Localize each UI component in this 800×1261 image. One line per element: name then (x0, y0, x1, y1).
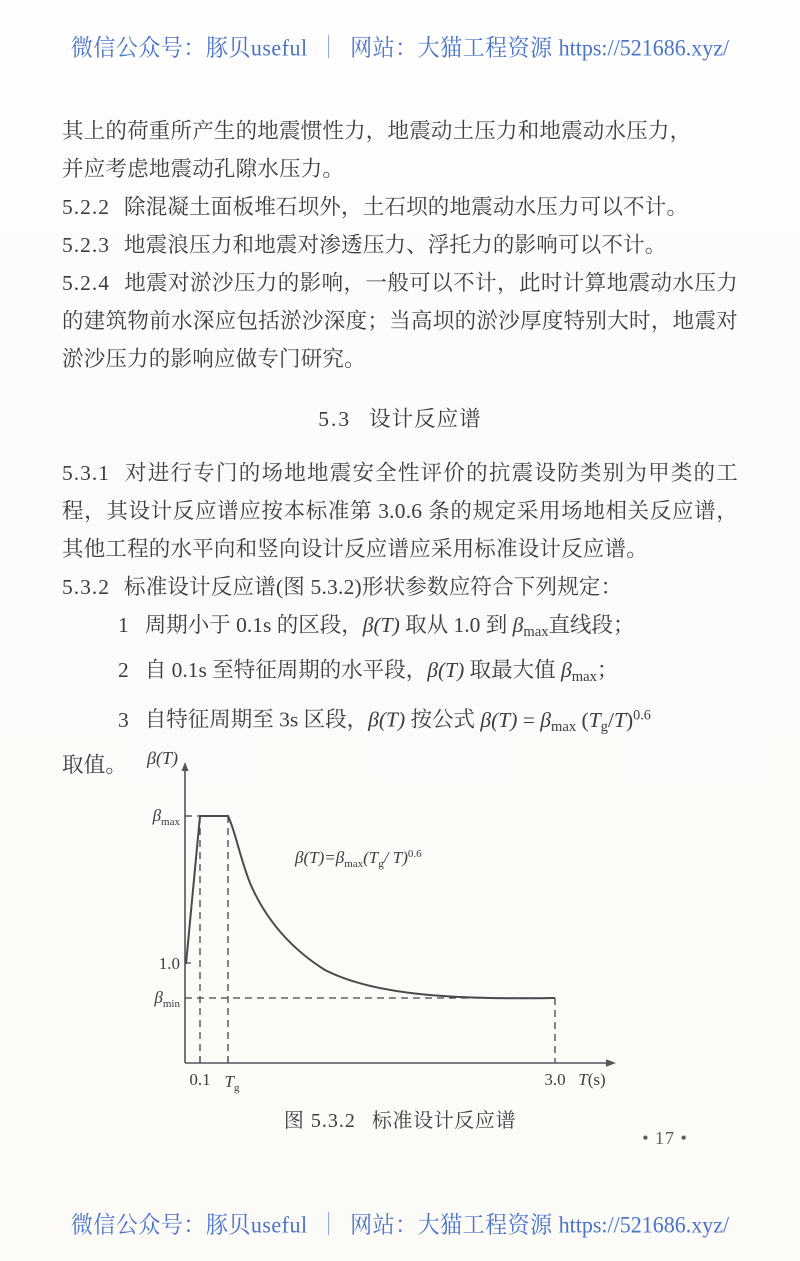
para-line-2: 并应考虑地震动孔隙水压力。 (62, 157, 345, 181)
clause-text: 地震对淤沙压力的影响，一般可以不计，此时计算地震动水压力的建筑物前水深应包括淤沙深度；当高坝的淤沙厚度特别大时，地震对淤沙压力的影响应做专门研究。 (62, 271, 738, 371)
document-body (62, 112, 738, 784)
header-watermark (0, 31, 800, 62)
section-spacer (62, 378, 738, 400)
watermark-prefix: 微信公众号：豚贝useful (70, 34, 308, 61)
watermark-separator: ｜ (317, 1211, 341, 1238)
figure-5-3-2 (0, 748, 800, 1133)
formula-beta-decay: $\beta(T) = \beta_{max}$ $(T_g/T)^{0.6}$ (480, 707, 651, 735)
list-item-text-c: ； (596, 658, 619, 683)
watermark-site-label: 网站：大猫工程资源 (350, 1211, 553, 1238)
beta-max-symbol: $\beta_{max}$ (561, 658, 597, 686)
list-item-text-c: 直线段； (548, 613, 635, 637)
list-item-number: 1 (118, 613, 129, 637)
paragraph-5-2-1-continued (62, 112, 738, 188)
list-item-3 (62, 696, 738, 745)
clause-number: 5.3.2 (62, 575, 110, 599)
y-axis-arrow-icon (182, 762, 189, 771)
figure-caption-number: 图 5.3.2 (283, 1110, 356, 1132)
x-axis-arrow-icon (606, 1059, 616, 1067)
clause-5-2-3 (62, 226, 738, 264)
list-item-text-a: 周期小于 0.1s 的区段， (144, 613, 363, 637)
section-heading-5-3 (62, 400, 738, 438)
page-number: • 17 • (642, 1128, 688, 1148)
beta-of-t-symbol: β(T) (362, 613, 400, 637)
list-item-text-b: 取从 1.0 到 (405, 613, 508, 637)
response-spectrum-chart (140, 748, 660, 1098)
watermark-url: https://521686.xyz/ (558, 1211, 730, 1238)
list-item-text-b: 按公式 (410, 707, 476, 732)
clause-number: 5.2.4 (62, 271, 110, 295)
section-title: 设计反应谱 (369, 407, 482, 431)
clause-text: 对进行专门的场地地震安全性评价的抗震设防类别为甲类的工程，其设计反应谱应按本标准第 3.0.6 条的规定采用场地相关反应谱，其他工程的水平向和竖向设计反应谱应采用标准设计反应谱。 (62, 461, 738, 561)
clause-5-3-2 (62, 568, 738, 606)
clause-text: 地震浪压力和地震对渗透压力、浮托力的影响可以不计。 (124, 233, 667, 257)
list-item-text-a: 自特征周期至 3s 区段， (144, 707, 369, 732)
clause-text: 除混凝土面板堆石坝外，土石坝的地震动水压力可以不计。 (124, 195, 689, 219)
clause-5-3-1 (62, 454, 738, 568)
x-tick-label-3-0: 3.0 (544, 1070, 566, 1089)
para-line-1: 其上的荷重所产生的地震惯性力，地震动土压力和地震动水压力， (62, 119, 692, 143)
list-item-2 (62, 651, 738, 696)
beta-of-t-symbol: β(T) (368, 707, 406, 732)
clause-5-2-4 (62, 264, 738, 378)
list-item-text-b: 取最大值 (469, 658, 556, 683)
list-item-text-tail: 取值。 (62, 752, 128, 777)
beta-max-symbol: $\beta_{max}$ (512, 613, 549, 641)
y-tick-label-betamin: $\beta_{min}$ (154, 988, 180, 1010)
list-item-number: 2 (118, 658, 129, 683)
section-number: 5.3 (318, 407, 352, 431)
clause-number: 5.3.1 (62, 461, 110, 485)
figure-caption-title: 标准设计反应谱 (371, 1110, 517, 1132)
clause-number: 5.2.3 (62, 233, 110, 257)
watermark-site-label: 网站：大猫工程资源 (350, 34, 553, 61)
chart-formula-annotation: $\beta(T)=\beta_{max}(T_g/$ T)$^{0.6}$ (295, 848, 422, 870)
watermark-url: https://521686.xyz/ (558, 34, 730, 61)
x-tick-label-tg: $T_g$ (224, 1072, 240, 1094)
watermark-separator: ｜ (317, 34, 341, 61)
list-item-number: 3 (118, 707, 129, 732)
footer-watermark (0, 1208, 800, 1239)
beta-of-t-symbol: β(T) (427, 658, 465, 683)
y-tick-label-betamax: $\beta_{max}$ (152, 806, 180, 828)
y-tick-label-1-0: 1.0 (158, 954, 180, 973)
clause-number: 5.2.2 (62, 195, 110, 219)
heading-spacer (62, 438, 738, 454)
x-axis-label: T(s) (578, 1070, 606, 1089)
clause-5-2-2 (62, 188, 738, 226)
chart-svg (140, 748, 660, 1098)
watermark-prefix: 微信公众号：豚贝useful (70, 1211, 308, 1238)
clause-text: 标准设计反应谱(图 5.3.2)形状参数应符合下列规定： (124, 575, 623, 599)
list-item-1 (62, 606, 738, 651)
x-tick-label-0-1: 0.1 (189, 1070, 211, 1089)
list-item-text-a: 自 0.1s 至特征周期的水平段， (144, 658, 428, 683)
spectrum-curve (186, 816, 555, 998)
y-axis-label: β(T) (147, 748, 178, 768)
